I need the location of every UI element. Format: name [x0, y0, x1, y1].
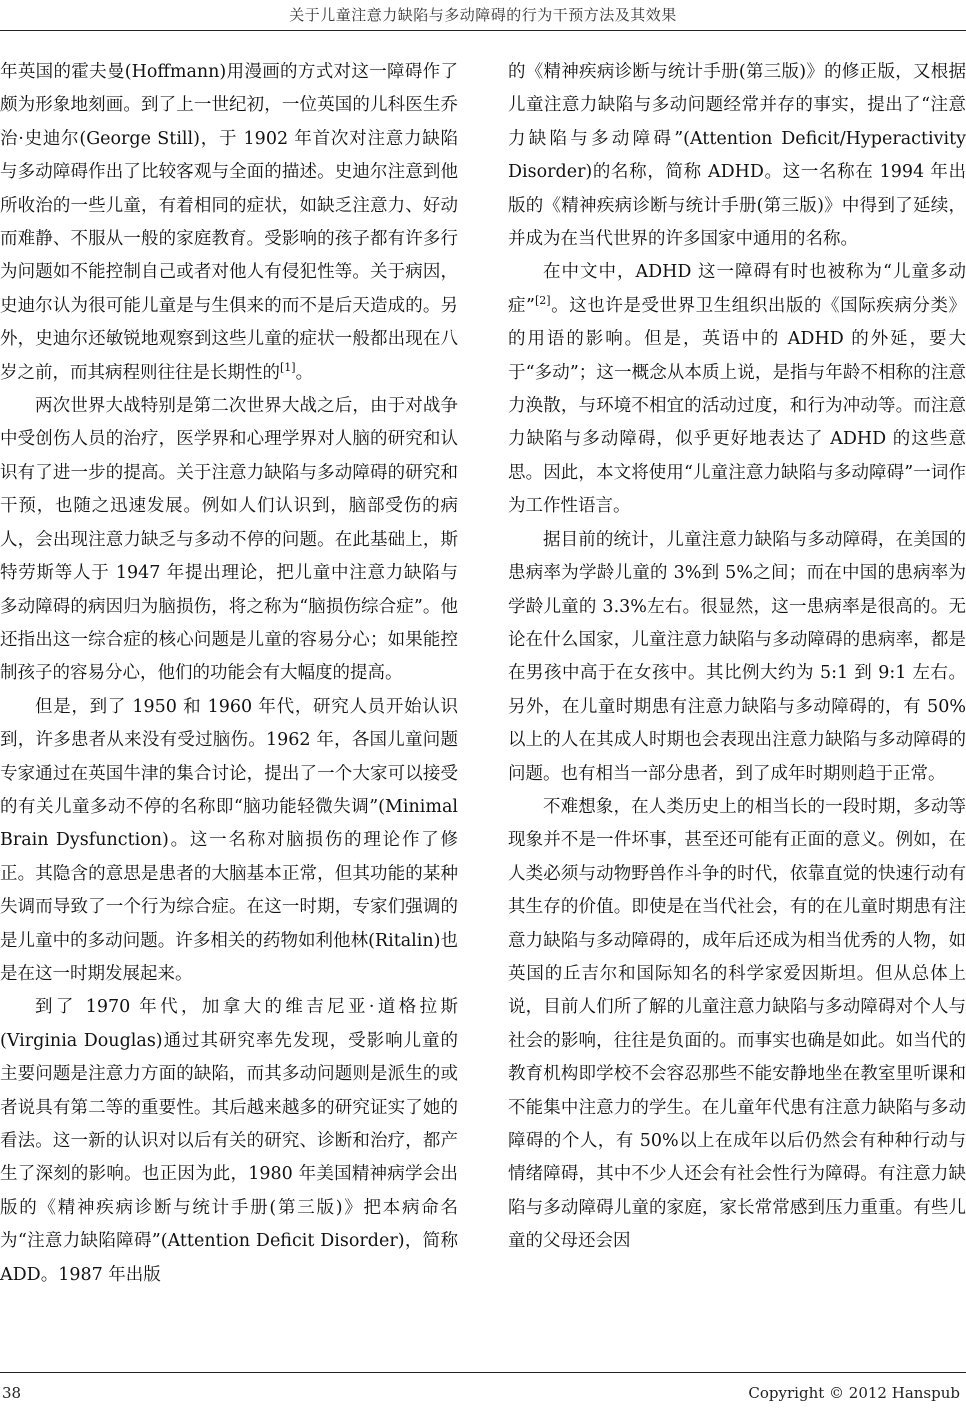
citation[interactable]: [1] [280, 360, 296, 374]
left-column [0, 56, 458, 1356]
right-column [508, 56, 966, 1356]
paragraph: 不难想象，在人类历史上的相当长的一段时期，多动等现象并不是一件坏事，甚至还可能有正面的意义。例如，在人类必须与动物野兽作斗争的时代，依靠直觉的快速行动有其生存的价值。即使是在当代社会，有的在儿童时期患有注意力缺陷与多动障碍的，成年后还成为相当优秀的人物，如英国的丘吉尔和国际知名的科学家爱因斯坦。但从总体上说，目前人们所了解的儿童注意力缺陷与多动障碍对个人与社会的影响，往往是负面的。而事实也确是如此。如当代的教育机构即学校不会容忍那些不能安静地坐在教室里听课和不能集中注意力的学生。在儿童年代患有注意力缺陷与多动障碍的个人，有 50%以上在成年以后仍然会有种种行动与情绪障碍，其中不少人还会有社会性行为障碍。有注意力缺陷与多动障碍儿童的家庭，家长常常感到压力重重。有些儿童的父母还会因 [508, 796, 966, 1252]
running-header: 关于儿童注意力缺陷与多动障碍的行为干预方法及其效果 [289, 6, 677, 24]
paragraph: 年英国的霍夫曼(Hoffmann)用漫画的方式对这一障碍作了颇为形象地刻画。到了上一世纪初，一位英国的儿科医生乔治·史迪尔(George Still)，于 1902 年首次对注意力缺陷与多动障碍作出了比较客观与全面的描述。史迪尔注意到他所收治的一些儿童，有着相同的症状，如缺乏注意力、好动而难静、不服从一般的家庭教育。受影响的孩子都有许多行为问题如不能控制自己或者对他人有侵犯性等。关于病因，史迪尔认为很可能儿童是与生俱来的而不是后天造成的。另外，史迪尔还敏锐地观察到这些儿童的症状一般都出现在八岁之前，而其病程则往往是长期性的[1]。 [0, 62, 458, 383]
paragraph: 到了 1970 年代，加拿大的维吉尼亚·道格拉斯(Virginia Douglas)通过其研究率先发现，受影响儿童的主要问题是注意力方面的缺陷，而其多动问题则是派生的或者说具有第二等的重要性。其后越来越多的研究证实了她的看法。这一新的认识对以后有关的研究、诊断和治疗，都产生了深刻的影响。也正因为此，1980 年美国精神病学会出版的《精神疾病诊断与统计手册(第三版)》把本病命名为“注意力缺陷障碍”(Attention Deficit Disorder)，简称 ADD。1987 年出版 [0, 997, 458, 1285]
citation[interactable]: [2] [535, 294, 551, 308]
paragraph: 据目前的统计，儿童注意力缺陷与多动障碍，在美国的患病率为学龄儿童的 3%到 5%之间；而在中国的患病率为学龄儿童的 3.3%左右。很显然，这一患病率是很高的。无论在什么国家，儿童注意力缺陷与多动障碍的患病率，都是在男孩中高于在女孩中。其比例大约为 5:1 到 9:1 左右。另外，在儿童时期患有注意力缺陷与多动障碍的，有 50%以上的人在其成人时期也会表现出注意力缺陷与多动障碍的问题。也有相当一部分患者，到了成年时期则趋于正常。 [508, 529, 966, 784]
footer-rule [0, 1372, 966, 1373]
header-rule [0, 30, 966, 31]
copyright-notice: Copyright © 2012 Hanspub [748, 1384, 960, 1402]
paragraph: 的《精神疾病诊断与统计手册(第三版)》的修正版，又根据儿童注意力缺陷与多动问题经常并存的事实，提出了“注意力缺陷与多动障碍”(Attention Deficit/Hyperactivity Disorder)的名称，简称 ADHD。这一名称在 1994 年出版的《精神疾病诊断与统计手册(第三版)》中得到了延续，并成为在当代世界的许多国家中通用的名称。 [508, 62, 966, 250]
paragraph: 两次世界大战特别是第二次世界大战之后，由于对战争中受创伤人员的治疗，医学界和心理学界对人脑的研究和认识有了进一步的提高。关于注意力缺陷与多动障碍的研究和干预，也随之迅速发展。例如人们认识到，脑部受伤的病人，会出现注意力缺乏与多动不停的问题。在此基础上，斯特劳斯等人于 1947 年提出理论，把儿童中注意力缺陷与多动障碍的病因归为脑损伤，将之称为“脑损伤综合症”。他还指出这一综合症的核心问题是儿童的容易分心；如果能控制孩子的容易分心，他们的功能会有大幅度的提高。 [0, 396, 458, 684]
paragraph: 但是，到了 1950 和 1960 年代，研究人员开始认识到，许多患者从来没有受过脑伤。1962 年，各国儿童问题专家通过在英国牛津的集合讨论，提出了一个大家可以接受的有关儿童多动不停的名称即“脑功能轻微失调”(Minimal Brain Dysfunction)。这一名称对脑损伤的理论作了修正。其隐含的意思是患者的大脑基本正常，但其功能的某种失调而导致了一个行为综合症。在这一时期，专家们强调的是儿童中的多动问题。许多相关的药物如利他林(Ritalin)也是在这一时期发展起来。 [0, 696, 458, 984]
page-number: 38 [2, 1384, 22, 1402]
paragraph: 在中文中，ADHD 这一障碍有时也被称为“儿童多动症”[2]。这也许是受世界卫生组织出版的《国际疾病分类》的用语的影响。但是，英语中的 ADHD 的外延，要大于“多动”；这一概念从本质上说，是指与年龄不相称的注意力涣散，与环境不相宜的活动过度，和行为冲动等。而注意力缺陷与多动障碍，似乎更好地表达了 ADHD 的这些意思。因此，本文将使用“儿童注意力缺陷与多动障碍”一词作为工作性语言。 [508, 262, 966, 517]
